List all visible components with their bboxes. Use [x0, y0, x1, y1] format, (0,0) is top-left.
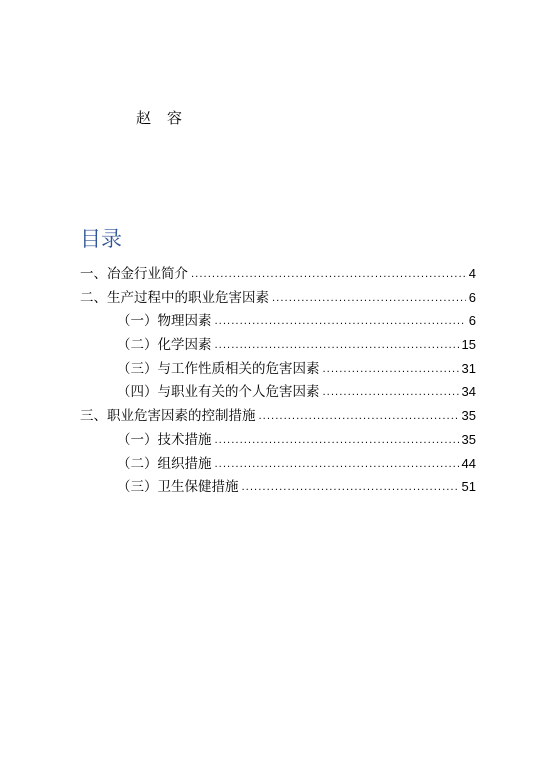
toc-entry[interactable]: [80, 428, 476, 452]
toc-entry-label: 一、冶金行业简介: [80, 266, 188, 282]
toc-entry[interactable]: [80, 475, 476, 499]
toc-entry[interactable]: [80, 309, 476, 333]
toc-entry-label: （一）技术措施: [117, 431, 212, 448]
toc-entry-label: （四）与职业有关的个人危害因素: [117, 384, 320, 401]
toc-entry[interactable]: [80, 333, 476, 357]
toc-entry-page: 31: [461, 360, 476, 376]
toc-entry-page: 35: [461, 408, 476, 424]
toc-leader-dots: [272, 287, 466, 311]
toc-title: 目录: [80, 227, 122, 251]
toc-leader-dots: [191, 263, 466, 287]
toc-entry-page: 51: [461, 479, 476, 495]
toc-entry-label: （三）与工作性质相关的危害因素: [117, 360, 320, 377]
toc-entry[interactable]: [80, 404, 476, 428]
author-surname: 赵: [136, 109, 152, 127]
author-given-name: 容: [167, 109, 183, 127]
toc-leader-dots: [242, 476, 459, 500]
toc-entry[interactable]: [80, 286, 476, 310]
toc-entry-page: 6: [468, 289, 476, 305]
toc-entry-page: 44: [461, 455, 476, 471]
toc-leader-dots: [215, 310, 466, 334]
toc-entry[interactable]: [80, 380, 476, 404]
toc-leader-dots: [215, 334, 459, 358]
toc-entry[interactable]: [80, 452, 476, 476]
toc-entry-label: （二）组织措施: [117, 455, 212, 472]
toc-entry[interactable]: [80, 357, 476, 381]
toc-entry-label: 三、职业危害因素的控制措施: [80, 408, 256, 425]
toc-entry-label: 二、生产过程中的职业危害因素: [80, 289, 269, 306]
toc-leader-dots: [215, 453, 459, 477]
toc-entry-page: 6: [468, 313, 476, 329]
toc-leader-dots: [323, 358, 459, 382]
toc-entry-page: 35: [461, 431, 476, 447]
toc-entry-page: 4: [468, 266, 476, 281]
toc-entry-page: 34: [461, 384, 476, 400]
toc-leader-dots: [323, 381, 459, 405]
toc-entry-label: （二）化学因素: [117, 337, 212, 354]
author-name: [136, 108, 182, 128]
toc-entry[interactable]: [80, 262, 476, 286]
toc-leader-dots: [259, 405, 459, 429]
toc-leader-dots: [215, 429, 459, 453]
toc-entry-label: （一）物理因素: [117, 313, 212, 330]
table-of-contents: [80, 262, 476, 499]
toc-entry-label: （三）卫生保健措施: [117, 479, 239, 496]
toc-entry-page: 15: [461, 337, 476, 353]
